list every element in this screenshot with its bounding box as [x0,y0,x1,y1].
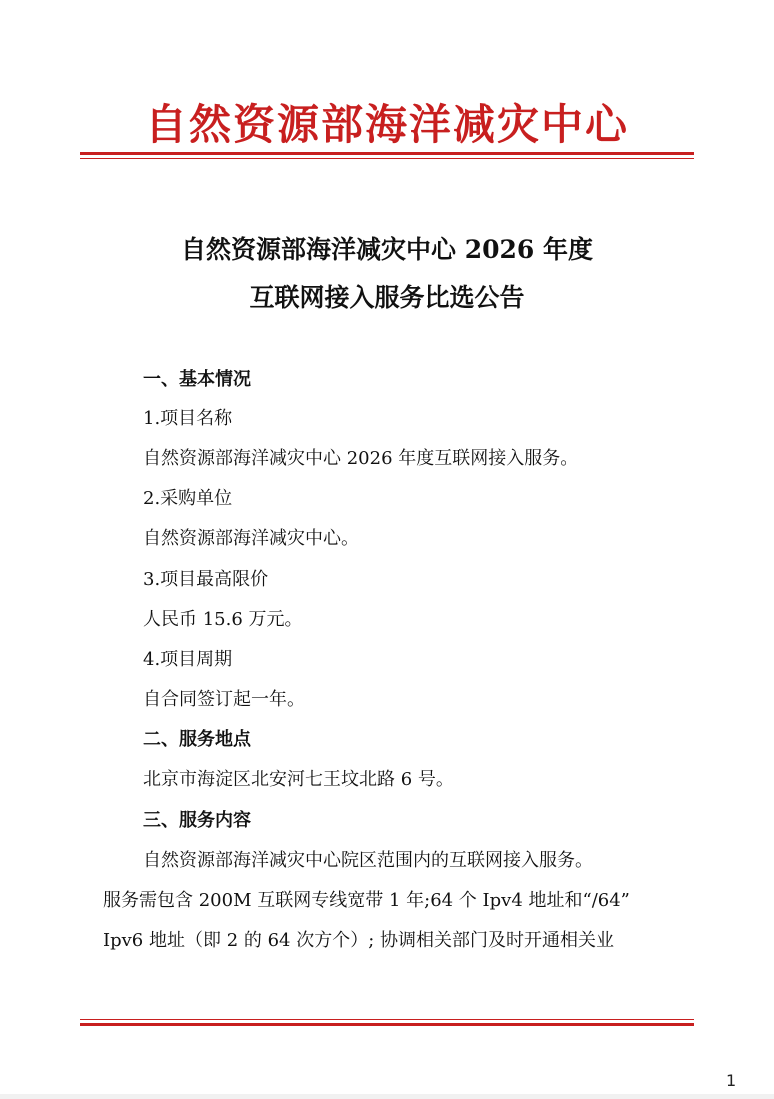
page-bottom-edge [0,1094,774,1099]
item1-value: 自然资源部海洋减灾中心 2026 年度互联网接入服务。 [143,448,579,469]
document-title-line1: 自然资源部海洋减灾中心 2026 年度 [181,235,593,264]
section3-heading: 三、服务内容 [143,810,251,831]
document-title-line2: 互联网接入服务比选公告 [249,283,525,312]
item4-label: 4.项目周期 [143,649,233,670]
item3-value: 人民币 15.6 万元。 [143,609,303,630]
section3-line1: 自然资源部海洋减灾中心院区范围内的互联网接入服务。 [143,850,593,871]
item2-value: 自然资源部海洋减灾中心。 [143,528,359,549]
section3-line3: Ipv6 地址（即 2 的 64 次方个）; 协调相关部门及时开通相关业 [103,930,615,951]
page-number: 1 [726,1071,737,1090]
org-header-title: 自然资源部海洋减灾中心 [144,100,629,149]
section2-text: 北京市海淀区北安河七王坟北路 6 号。 [143,769,454,790]
header-rule-thin [80,158,694,159]
header-rule-thick [80,152,694,155]
section3-line2: 服务需包含 200M 互联网专线宽带 1 年;64 个 Ipv4 地址和“/64” [103,890,630,911]
item3-label: 3.项目最高限价 [143,569,269,590]
section1-heading: 一、基本情况 [143,369,251,390]
item1-label: 1.项目名称 [143,408,233,429]
footer-rule-thick [80,1023,694,1026]
item2-label: 2.采购单位 [143,488,233,509]
item4-value: 自合同签订起一年。 [143,689,305,710]
footer-rule-thin [80,1019,694,1020]
section2-heading: 二、服务地点 [143,729,251,750]
